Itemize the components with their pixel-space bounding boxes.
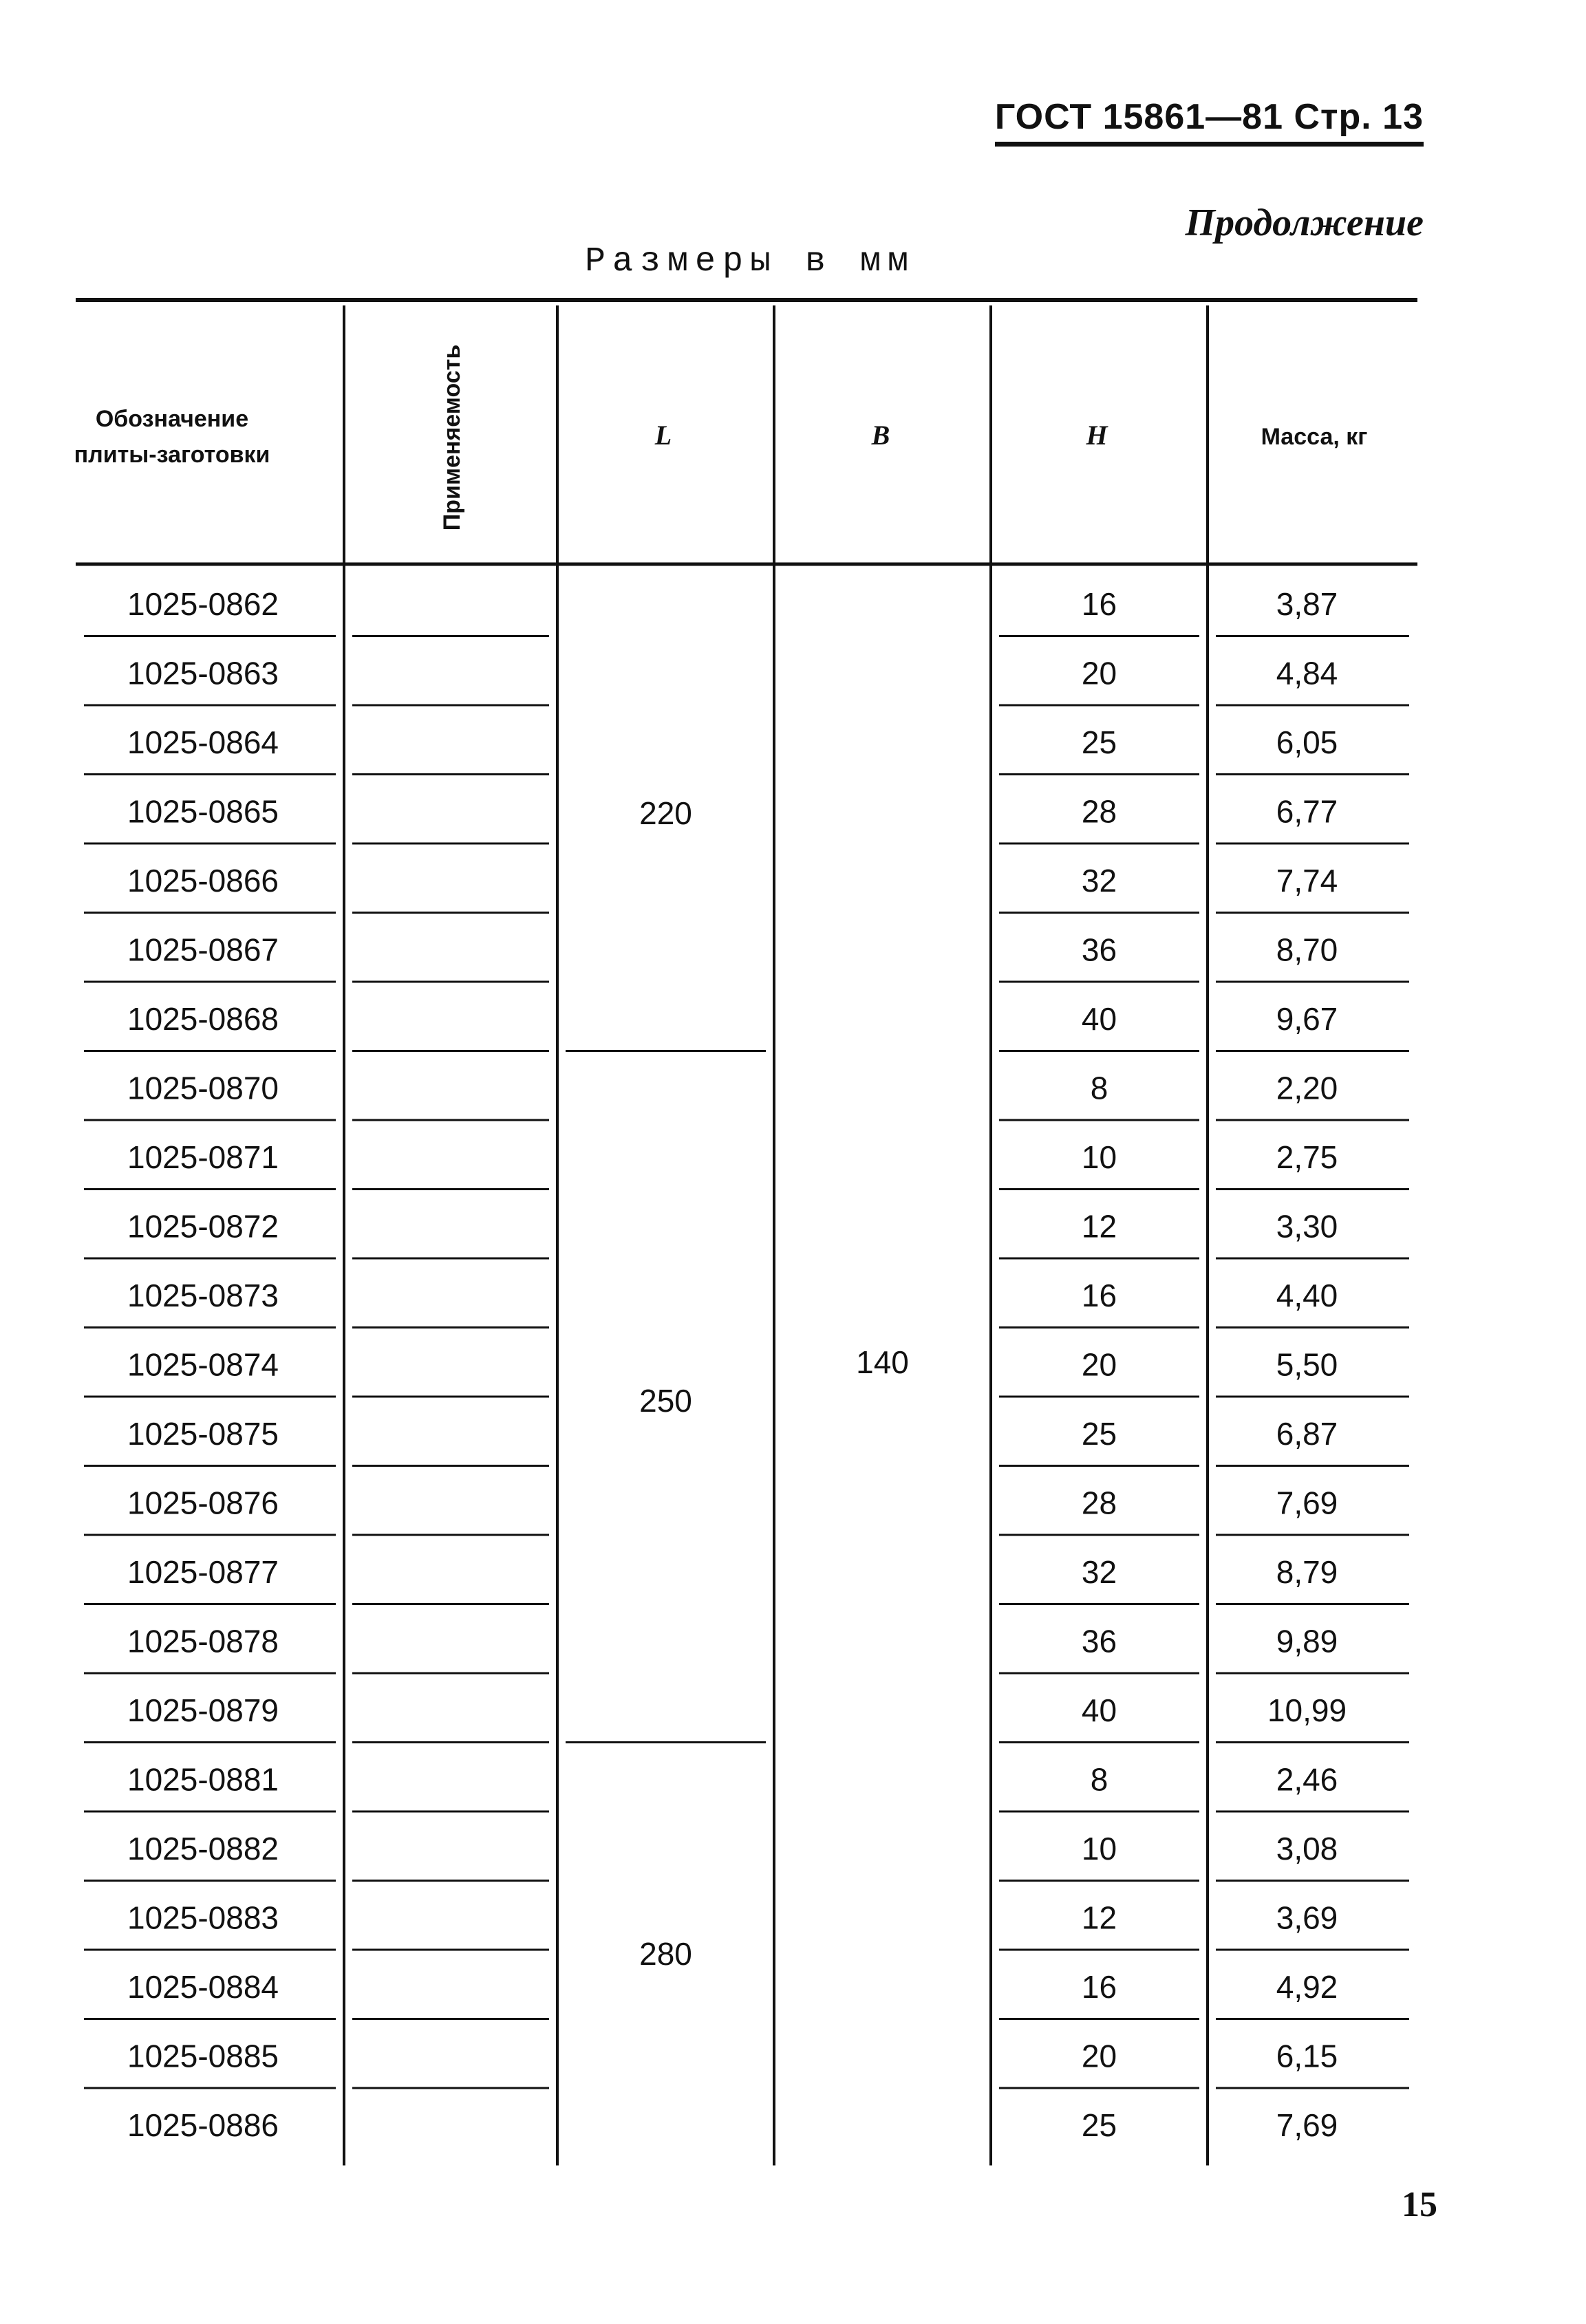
cell-H: 16 (1081, 1969, 1117, 2005)
cell-H: 32 (1081, 863, 1117, 899)
cell-designation: 1025-0873 (127, 1278, 279, 1313)
col-header-applicability: Применяемость (439, 344, 465, 531)
cell-H: 16 (1081, 1278, 1117, 1313)
cell-designation: 1025-0870 (127, 1070, 279, 1106)
cell-mass: 4,40 (1276, 1278, 1338, 1313)
cell-H: 40 (1081, 1001, 1117, 1037)
cell-designation: 1025-0862 (127, 586, 279, 622)
cell-mass: 3,69 (1276, 1900, 1338, 1936)
cell-mass: 2,75 (1276, 1139, 1338, 1175)
cell-B: 140 (856, 1344, 909, 1380)
cell-mass: 2,20 (1276, 1070, 1338, 1106)
cell-designation: 1025-0867 (127, 932, 279, 968)
cell-designation: 1025-0884 (127, 1969, 279, 2005)
document-header: ГОСТ 15861—81 Стр. 13 (995, 96, 1424, 147)
col-header-B: B (871, 420, 890, 451)
cell-designation: 1025-0875 (127, 1416, 279, 1452)
cell-designation: 1025-0882 (127, 1831, 279, 1866)
cell-mass: 3,08 (1276, 1831, 1338, 1866)
cell-H: 10 (1081, 1139, 1117, 1175)
cell-H: 10 (1081, 1831, 1117, 1866)
cell-designation: 1025-0886 (127, 2107, 279, 2143)
cell-mass: 6,87 (1276, 1416, 1338, 1452)
cell-designation: 1025-0868 (127, 1001, 279, 1037)
cell-H: 8 (1090, 1070, 1108, 1106)
cell-mass: 2,46 (1276, 1761, 1338, 1798)
cell-designation: 1025-0878 (127, 1623, 279, 1659)
page-number: 15 (1402, 2185, 1437, 2224)
cell-mass: 6,77 (1276, 793, 1338, 830)
cell-mass: 7,69 (1276, 1485, 1338, 1521)
cell-H: 32 (1081, 1554, 1117, 1590)
cell-designation: 1025-0874 (127, 1346, 279, 1383)
cell-H: 20 (1081, 655, 1117, 691)
cell-designation: 1025-0885 (127, 2038, 279, 2074)
cell-H: 16 (1081, 586, 1117, 622)
cell-mass: 6,05 (1276, 724, 1338, 760)
col-header-L: L (654, 420, 672, 451)
cell-mass: 9,67 (1276, 1001, 1338, 1037)
col-header-designation-line1: Обозначение (95, 406, 249, 432)
cell-mass: 10,99 (1267, 1692, 1347, 1728)
cell-H: 28 (1081, 1485, 1117, 1521)
continuation-label: Продолжение (1185, 202, 1424, 244)
cell-H: 20 (1081, 1346, 1117, 1383)
cell-designation: 1025-0863 (127, 655, 279, 691)
cell-mass: 7,69 (1276, 2107, 1338, 2143)
cell-mass: 6,15 (1276, 2038, 1338, 2074)
cell-designation: 1025-0879 (127, 1692, 279, 1728)
col-header-designation-line2: плиты-заготовки (74, 442, 270, 468)
cell-mass: 8,79 (1276, 1554, 1338, 1590)
table-header (74, 345, 1368, 531)
cell-mass: 3,87 (1276, 586, 1338, 622)
cell-designation: 1025-0865 (127, 793, 279, 830)
cell-H: 36 (1081, 1623, 1117, 1659)
cell-designation: 1025-0872 (127, 1208, 279, 1245)
cell-H: 8 (1090, 1761, 1108, 1798)
cell-H: 25 (1081, 2107, 1117, 2143)
cell-mass: 4,92 (1276, 1969, 1338, 2005)
cell-H: 25 (1081, 724, 1117, 760)
cell-L-group: 220 (639, 795, 692, 831)
cell-mass: 7,74 (1276, 863, 1338, 899)
col-header-mass: Масса, кг (1261, 424, 1368, 450)
cell-designation: 1025-0871 (127, 1139, 279, 1175)
cell-mass: 4,84 (1276, 655, 1338, 691)
cell-H: 25 (1081, 1416, 1117, 1452)
cell-H: 40 (1081, 1692, 1117, 1728)
cell-H: 12 (1081, 1900, 1117, 1936)
cell-designation: 1025-0876 (127, 1485, 279, 1521)
cell-L-group: 280 (639, 1936, 692, 1972)
units-caption: Размеры в мм (585, 242, 916, 281)
cell-designation: 1025-0881 (127, 1761, 279, 1798)
cell-L-group: 250 (639, 1383, 692, 1419)
cell-H: 20 (1081, 2038, 1117, 2074)
cell-designation: 1025-0866 (127, 863, 279, 899)
cell-mass: 3,30 (1276, 1208, 1338, 1245)
cell-H: 12 (1081, 1208, 1117, 1245)
cell-designation: 1025-0877 (127, 1554, 279, 1590)
col-header-H: H (1086, 420, 1108, 451)
cell-mass: 5,50 (1276, 1346, 1338, 1383)
cell-mass: 9,89 (1276, 1623, 1338, 1659)
table-body (127, 586, 1347, 2143)
cell-designation: 1025-0864 (127, 724, 279, 760)
cell-mass: 8,70 (1276, 932, 1338, 968)
cell-H: 28 (1081, 793, 1117, 830)
cell-H: 36 (1081, 932, 1117, 968)
cell-designation: 1025-0883 (127, 1900, 279, 1936)
